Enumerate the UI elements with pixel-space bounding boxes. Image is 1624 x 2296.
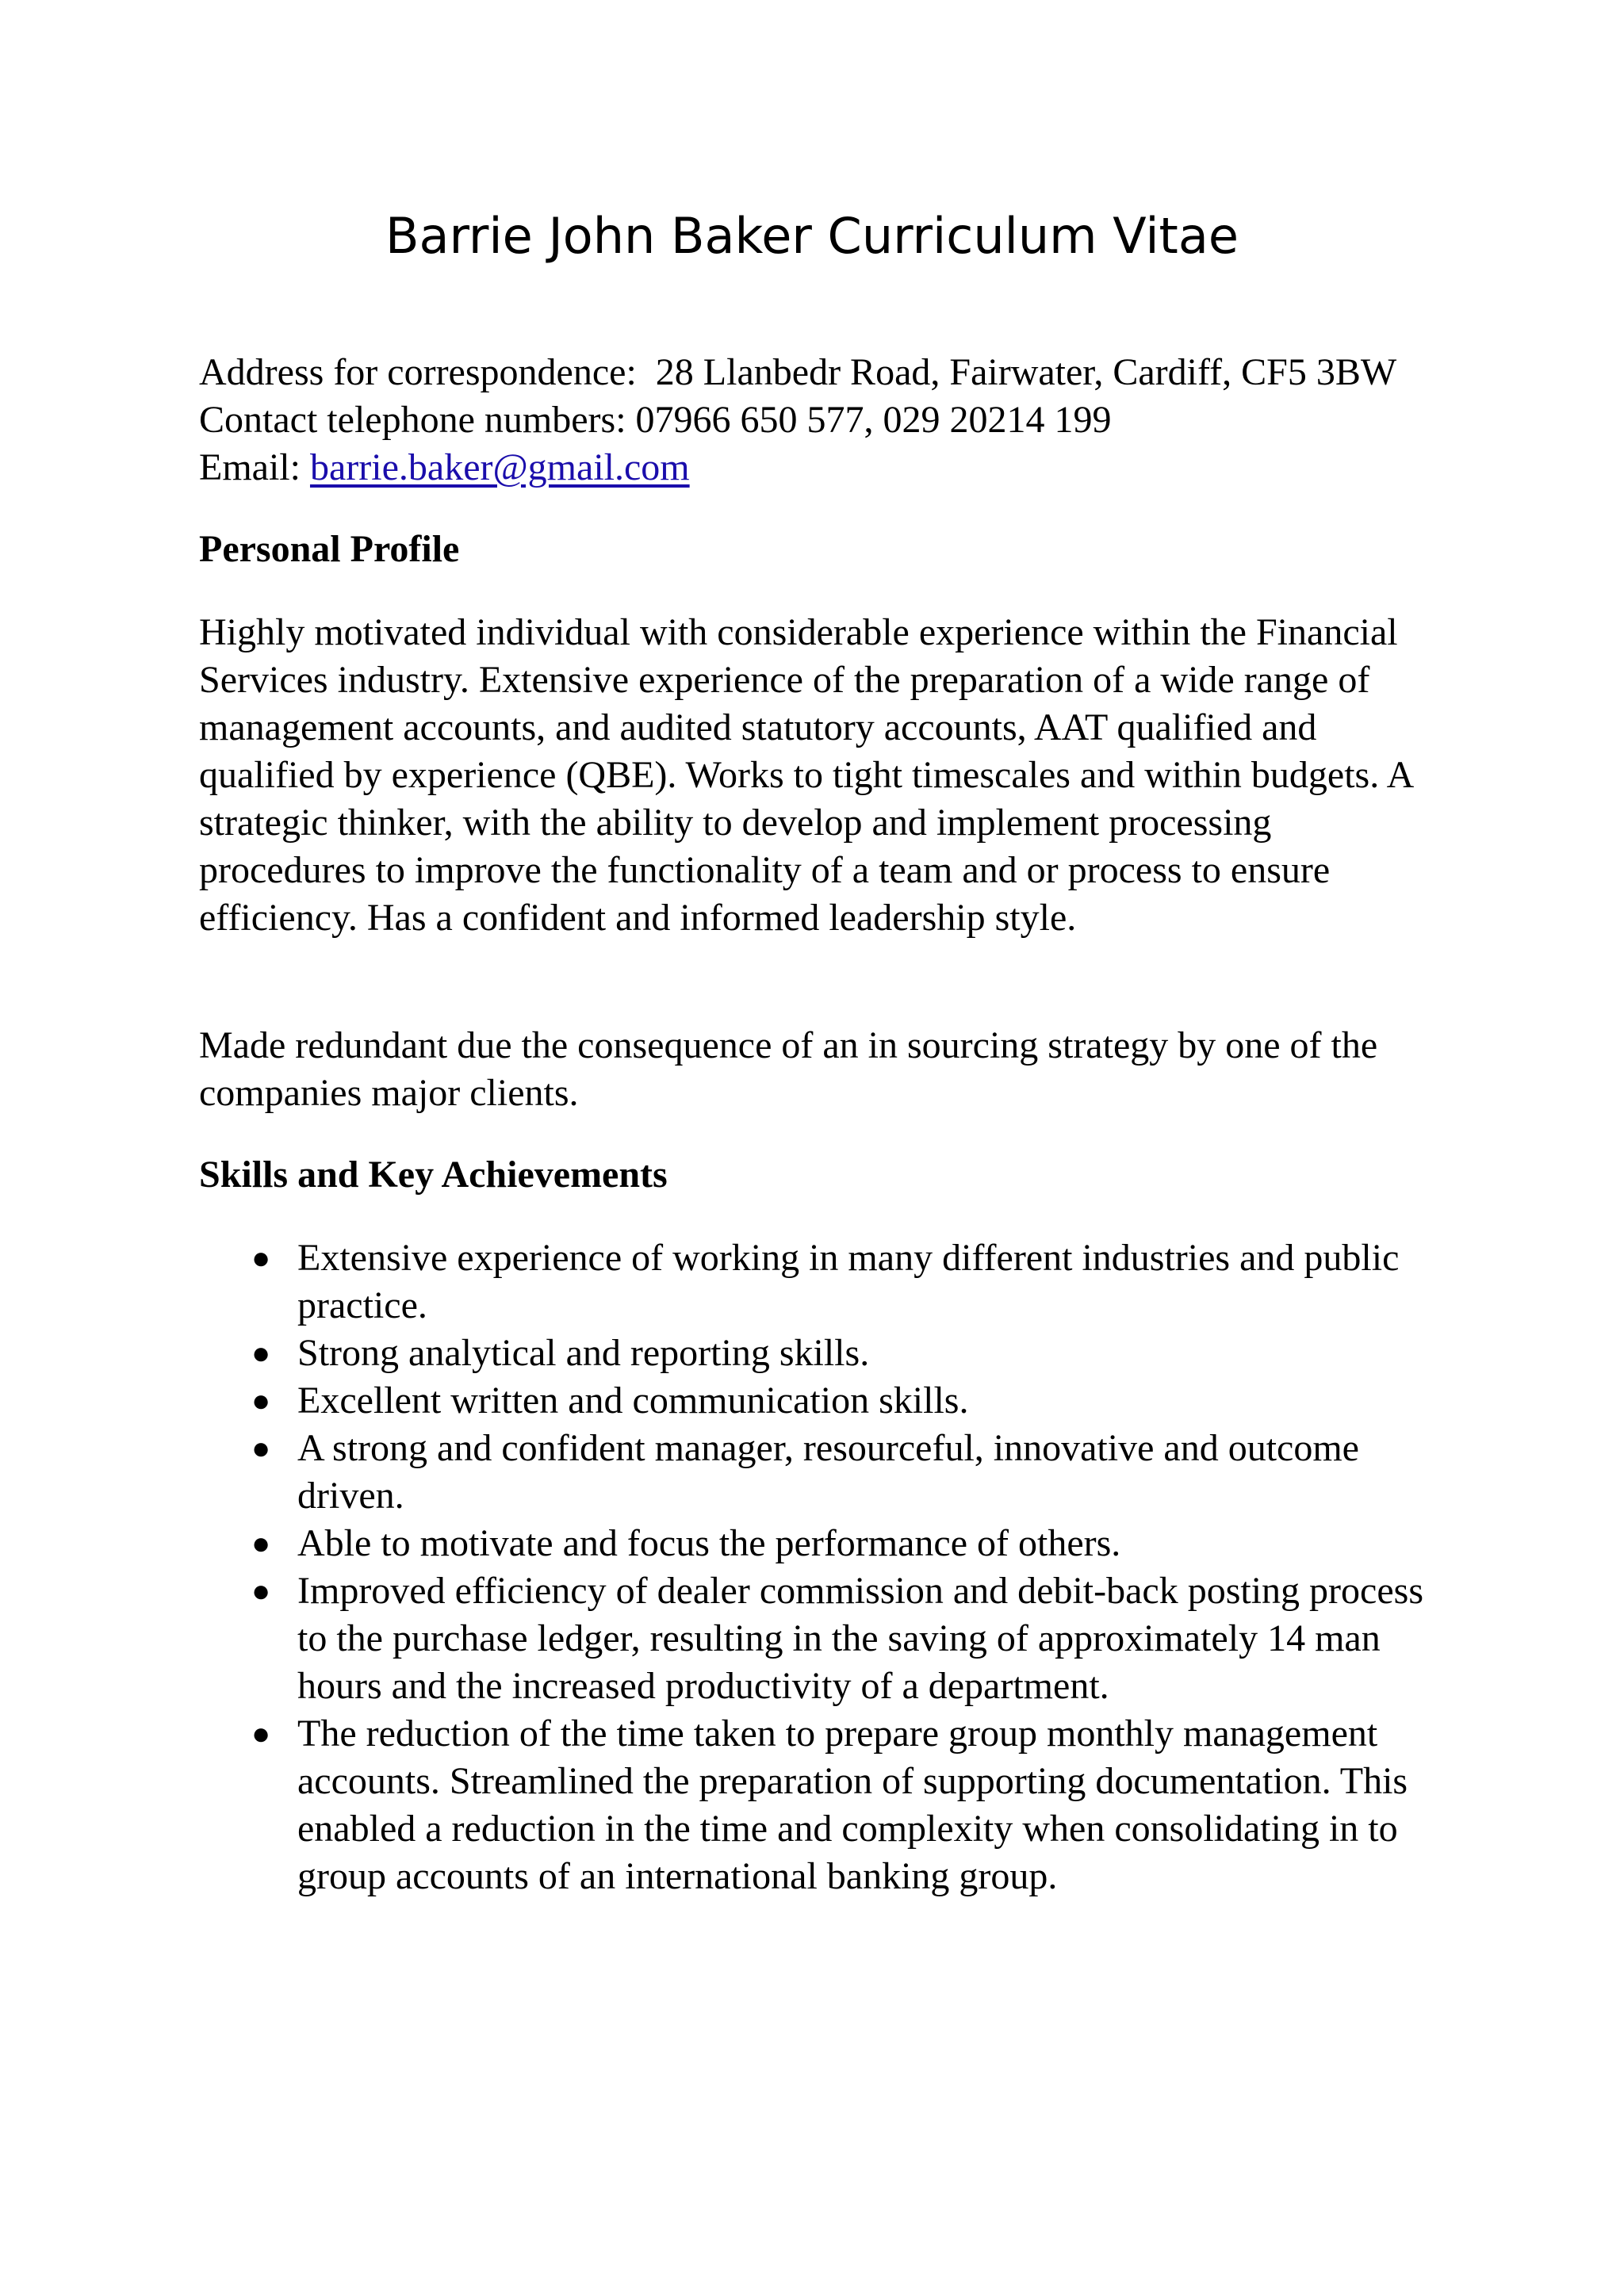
phone-line <box>199 396 1436 444</box>
document-title: Barrie John Baker Curriculum Vitae <box>385 207 1239 265</box>
list-item-text: The reduction of the time taken to prepare group monthly management accounts. Streamlined the preparation of supporting documentation. This enabled a reduction in the time and complexity when consolidating in to group accounts of an international banking group. <box>297 1712 1408 1897</box>
list-item <box>251 1520 1436 1567</box>
email-link[interactable]: barrie.baker@gmail.com <box>309 446 690 488</box>
contact-block <box>199 349 1436 492</box>
list-item <box>251 1425 1436 1520</box>
list-item-text: Strong analytical and reporting skills. <box>297 1332 870 1374</box>
address-label: Address for correspondence: <box>199 351 637 393</box>
list-item-text: Able to motivate and focus the performance of others. <box>297 1522 1121 1564</box>
bullet-icon: ● <box>251 1383 271 1418</box>
list-item-text: Improved efficiency of dealer commission and debit-back posting process to the purchase ledger, resulting in the saving of approximately 14 man hours and the increased productivity of a department. <box>297 1570 1424 1707</box>
list-item <box>251 1234 1436 1330</box>
list-item-text: Extensive experience of working in many different industries and public practice. <box>297 1237 1400 1326</box>
phone-label: Contact telephone numbers: <box>199 399 626 441</box>
list-item <box>251 1710 1436 1900</box>
address-value: 28 Llanbedr Road, Fairwater, Cardiff, CF5 3BW <box>655 351 1397 393</box>
email-label: Email: <box>199 446 301 488</box>
bullet-icon: ● <box>251 1430 271 1466</box>
email-line <box>199 444 1436 492</box>
list-item-text: A strong and confident manager, resourceful, innovative and outcome driven. <box>297 1427 1359 1517</box>
redundancy-paragraph: Made redundant due the consequence of an in sourcing strategy by one of the companies major clients. <box>199 1024 1378 1114</box>
bullet-icon: ● <box>251 1716 271 1751</box>
skills-list <box>199 1234 1436 1900</box>
bullet-icon: ● <box>251 1240 271 1276</box>
list-item <box>251 1377 1436 1425</box>
list-item <box>251 1567 1436 1710</box>
profile-paragraph: Highly motivated individual with considerable experience within the Financial Services industry. Extensive experience of the preparation of a wide range of management accounts, and audited statutory accounts, AAT qualified and qualified by experience (QBE). Works to tight timescales and within budgets. A strategic thinker, with the ability to develop and implement processing procedures to improve the functionality of a team and or process to ensure efficiency. Has a confident and informed leadership style. <box>199 611 1412 939</box>
phone-value: 07966 650 577, 029 20214 199 <box>635 399 1112 441</box>
bullet-icon: ● <box>251 1573 271 1609</box>
list-item <box>251 1330 1436 1377</box>
list-item-text: Excellent written and communication skills. <box>297 1380 969 1422</box>
document-body <box>199 349 1436 1900</box>
bullet-icon: ● <box>251 1525 271 1561</box>
skills-heading: Skills and Key Achievements <box>199 1154 668 1196</box>
bullet-icon: ● <box>251 1335 271 1371</box>
personal-profile-heading: Personal Profile <box>199 528 460 570</box>
address-line <box>199 349 1436 396</box>
